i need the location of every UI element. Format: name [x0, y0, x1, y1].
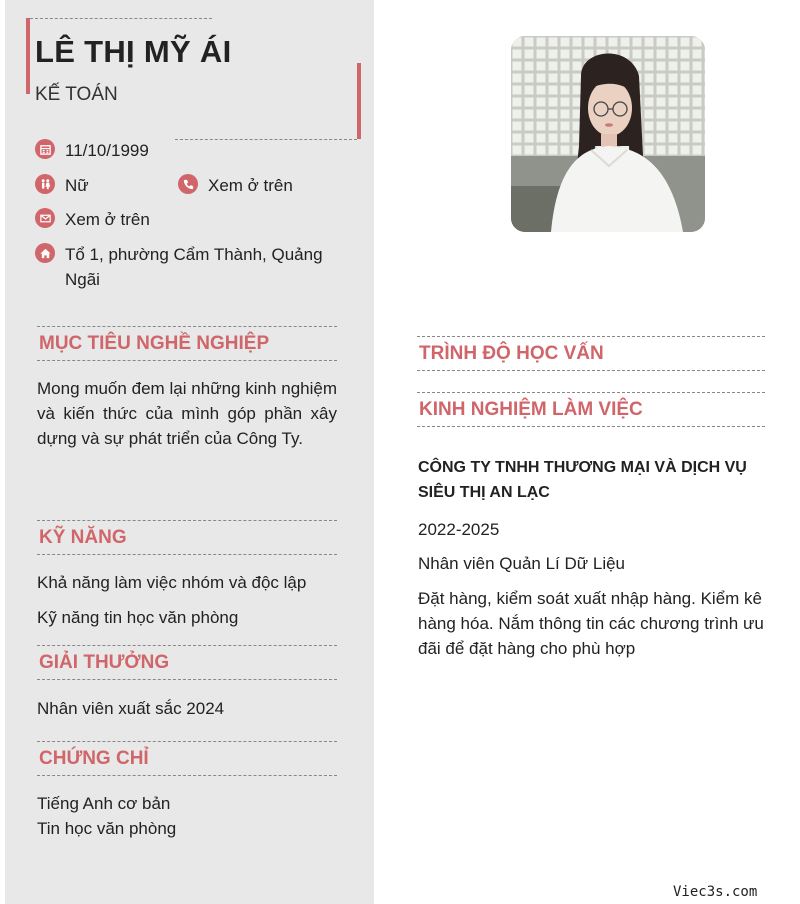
phone-icon	[178, 174, 198, 194]
certificate-item: Tin học văn phòng	[37, 819, 177, 838]
watermark: Viec3s.com	[673, 884, 758, 900]
award-item: Nhân viên xuất sắc 2024	[37, 699, 225, 718]
email-value: Xem ở trên	[65, 210, 150, 229]
skills-heading-text: KỸ NĂNG	[39, 526, 127, 548]
full-name: LÊ THỊ MỸ ÁI	[35, 34, 232, 69]
education-heading-text: TRÌNH ĐỘ HỌC VẤN	[419, 342, 604, 364]
certificates-heading	[37, 741, 337, 776]
phone-value: Xem ở trên	[208, 176, 293, 195]
home-icon	[35, 243, 55, 263]
awards-heading-text: GIẢI THƯỞNG	[39, 651, 170, 673]
email-icon	[35, 208, 55, 228]
birthdate-row	[35, 138, 149, 163]
name-accent-bar-right	[357, 63, 361, 139]
skill-item: Khả năng làm việc nhóm và độc lập	[37, 573, 307, 592]
company-name: CÔNG TY TNHH THƯƠNG MẠI VÀ DỊCH VỤ SIÊU THỊ AN LẠC	[418, 459, 747, 501]
gender-value: Nữ	[65, 176, 89, 195]
address-row	[35, 242, 325, 292]
awards-heading	[37, 645, 337, 680]
work-description: Đặt hàng, kiểm soát xuất nhập hàng. Kiểm kê hàng hóa. Nắm thông tin các chương trình ưu đãi để đặt hàng cho phù hợp	[418, 589, 764, 658]
gender-icon	[35, 174, 55, 194]
experience-heading	[417, 392, 765, 427]
name-bottom-divider	[175, 139, 357, 140]
name-top-divider	[30, 18, 212, 19]
work-period: 2022-2025	[418, 520, 500, 539]
education-heading	[417, 336, 765, 371]
birthdate-value: 11/10/1999	[65, 141, 149, 160]
experience-heading-text: KINH NGHIỆM LÀM VIỆC	[419, 398, 643, 420]
objective-heading-text: MỤC TIÊU NGHỀ NGHIỆP	[39, 332, 270, 354]
phone-row	[178, 173, 293, 198]
skill-item: Kỹ năng tin học văn phòng	[37, 608, 239, 627]
name-accent-bar-left	[26, 18, 30, 94]
work-position: Nhân viên Quản Lí Dữ Liệu	[418, 554, 626, 573]
skills-heading	[37, 520, 337, 555]
address-value: Tổ 1, phường Cẩm Thành, Quảng Ngãi	[65, 245, 323, 289]
gender-row	[35, 173, 89, 198]
email-row	[35, 207, 150, 232]
objective-heading	[37, 326, 337, 361]
profile-photo	[511, 36, 705, 232]
job-title: KẾ TOÁN	[35, 84, 118, 105]
certificates-heading-text: CHỨNG CHỈ	[39, 747, 149, 769]
objective-text: Mong muốn đem lại những kinh nghiệm và kiến thức của mình góp phần xây dựng và sự phát triển của Công Ty.	[37, 379, 337, 448]
certificate-item: Tiếng Anh cơ bản	[37, 794, 171, 813]
calendar-icon	[35, 139, 55, 159]
